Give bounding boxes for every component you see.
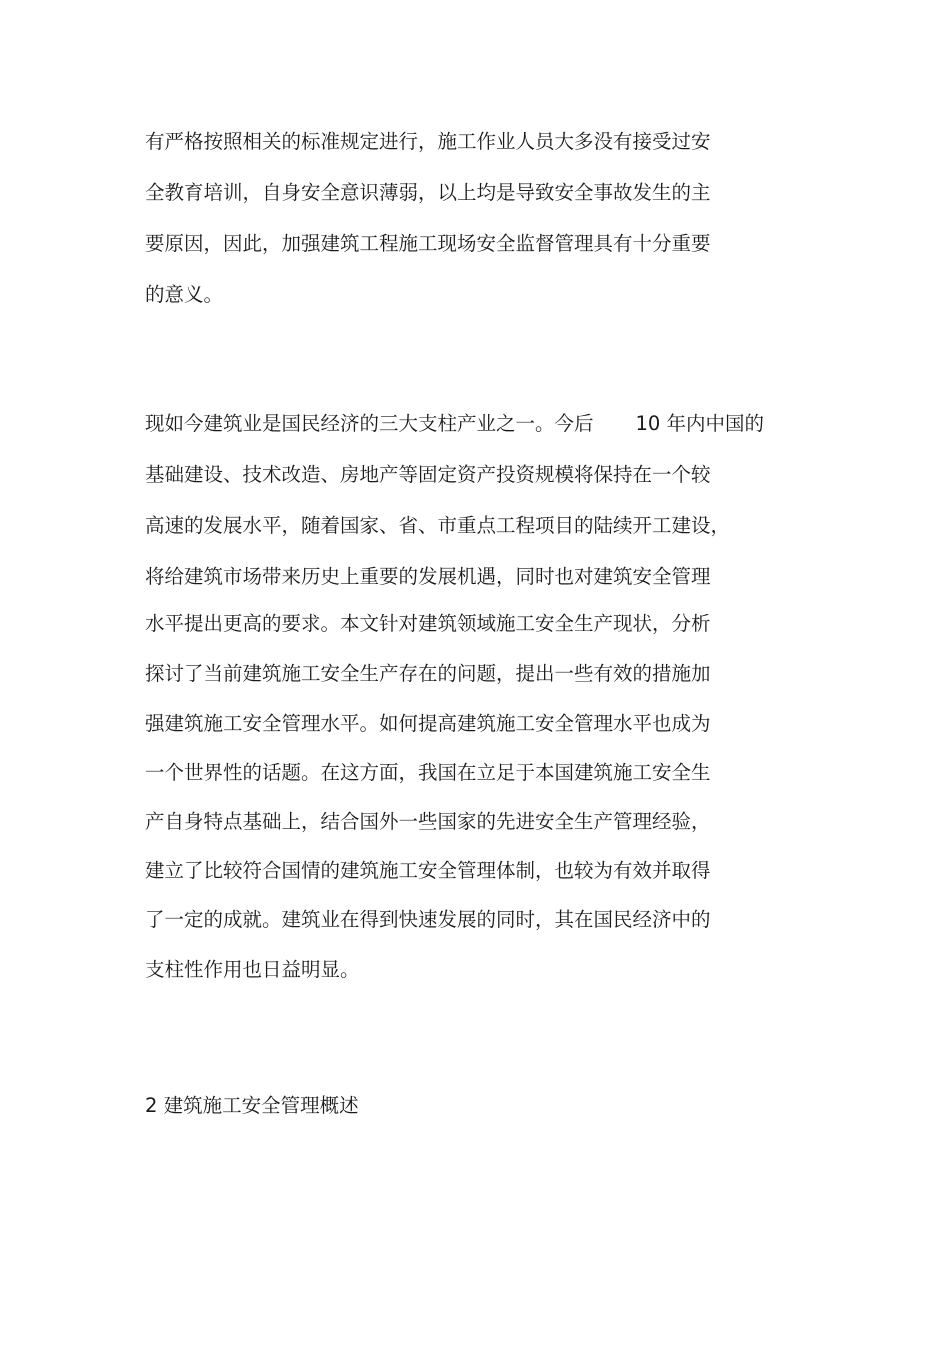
paragraph-1-line-1: 有严格按照相关的标准规定进行，施工作业人员大多没有接受过安 <box>145 130 711 153</box>
paragraph-2-line-3: 高速的发展水平，随着国家、省、市重点工程项目的陆续开工建设， <box>145 514 731 537</box>
paragraph-2-line-11: 了一定的成就。建筑业在得到快速发展的同时，其在国民经济中的 <box>145 908 711 931</box>
paragraph-2-line-1 <box>145 411 764 437</box>
paragraph-2-line-8: 一个世界性的话题。在这方面，我国在立足于本国建筑施工安全生 <box>145 761 711 784</box>
paragraph-1-line-4: 的意义。 <box>145 283 224 306</box>
paragraph-2-line-2: 基础建设、技术改造、房地产等固定资产投资规模将保持在一个较 <box>145 463 711 486</box>
paragraph-1-line-2: 全教育培训，自身安全意识薄弱，以上均是导致安全事故发生的主 <box>145 181 711 204</box>
paragraph-1-line-3: 要原因，因此，加强建筑工程施工现场安全监督管理具有十分重要 <box>145 232 711 255</box>
paragraph-2-line-1-text-a: 现如今建筑业是国民经济的三大支柱产业之一。今后 <box>145 412 594 435</box>
paragraph-2-line-6: 探讨了当前建筑施工安全生产存在的问题，提出一些有效的措施加 <box>145 662 711 685</box>
paragraph-2-line-7: 强建筑施工安全管理水平。如何提高建筑施工安全管理水平也成为 <box>145 712 711 735</box>
paragraph-2-line-10: 建立了比较符合国情的建筑施工安全管理体制，也较为有效并取得 <box>145 859 711 882</box>
paragraph-2-line-1-text-b: 10 年内中国的 <box>635 412 765 435</box>
paragraph-2-line-9: 产自身特点基础上，结合国外一些国家的先进安全生产管理经验， <box>145 810 711 833</box>
paragraph-2-line-12: 支柱性作用也日益明显。 <box>145 958 360 981</box>
paragraph-2-line-4: 将给建筑市场带来历史上重要的发展机遇，同时也对建筑安全管理 <box>145 565 711 588</box>
paragraph-2-line-5: 水平提出更高的要求。本文针对建筑领域施工安全生产现状，分析 <box>145 612 711 635</box>
section-heading: 2 建筑施工安全管理概述 <box>145 1094 359 1117</box>
